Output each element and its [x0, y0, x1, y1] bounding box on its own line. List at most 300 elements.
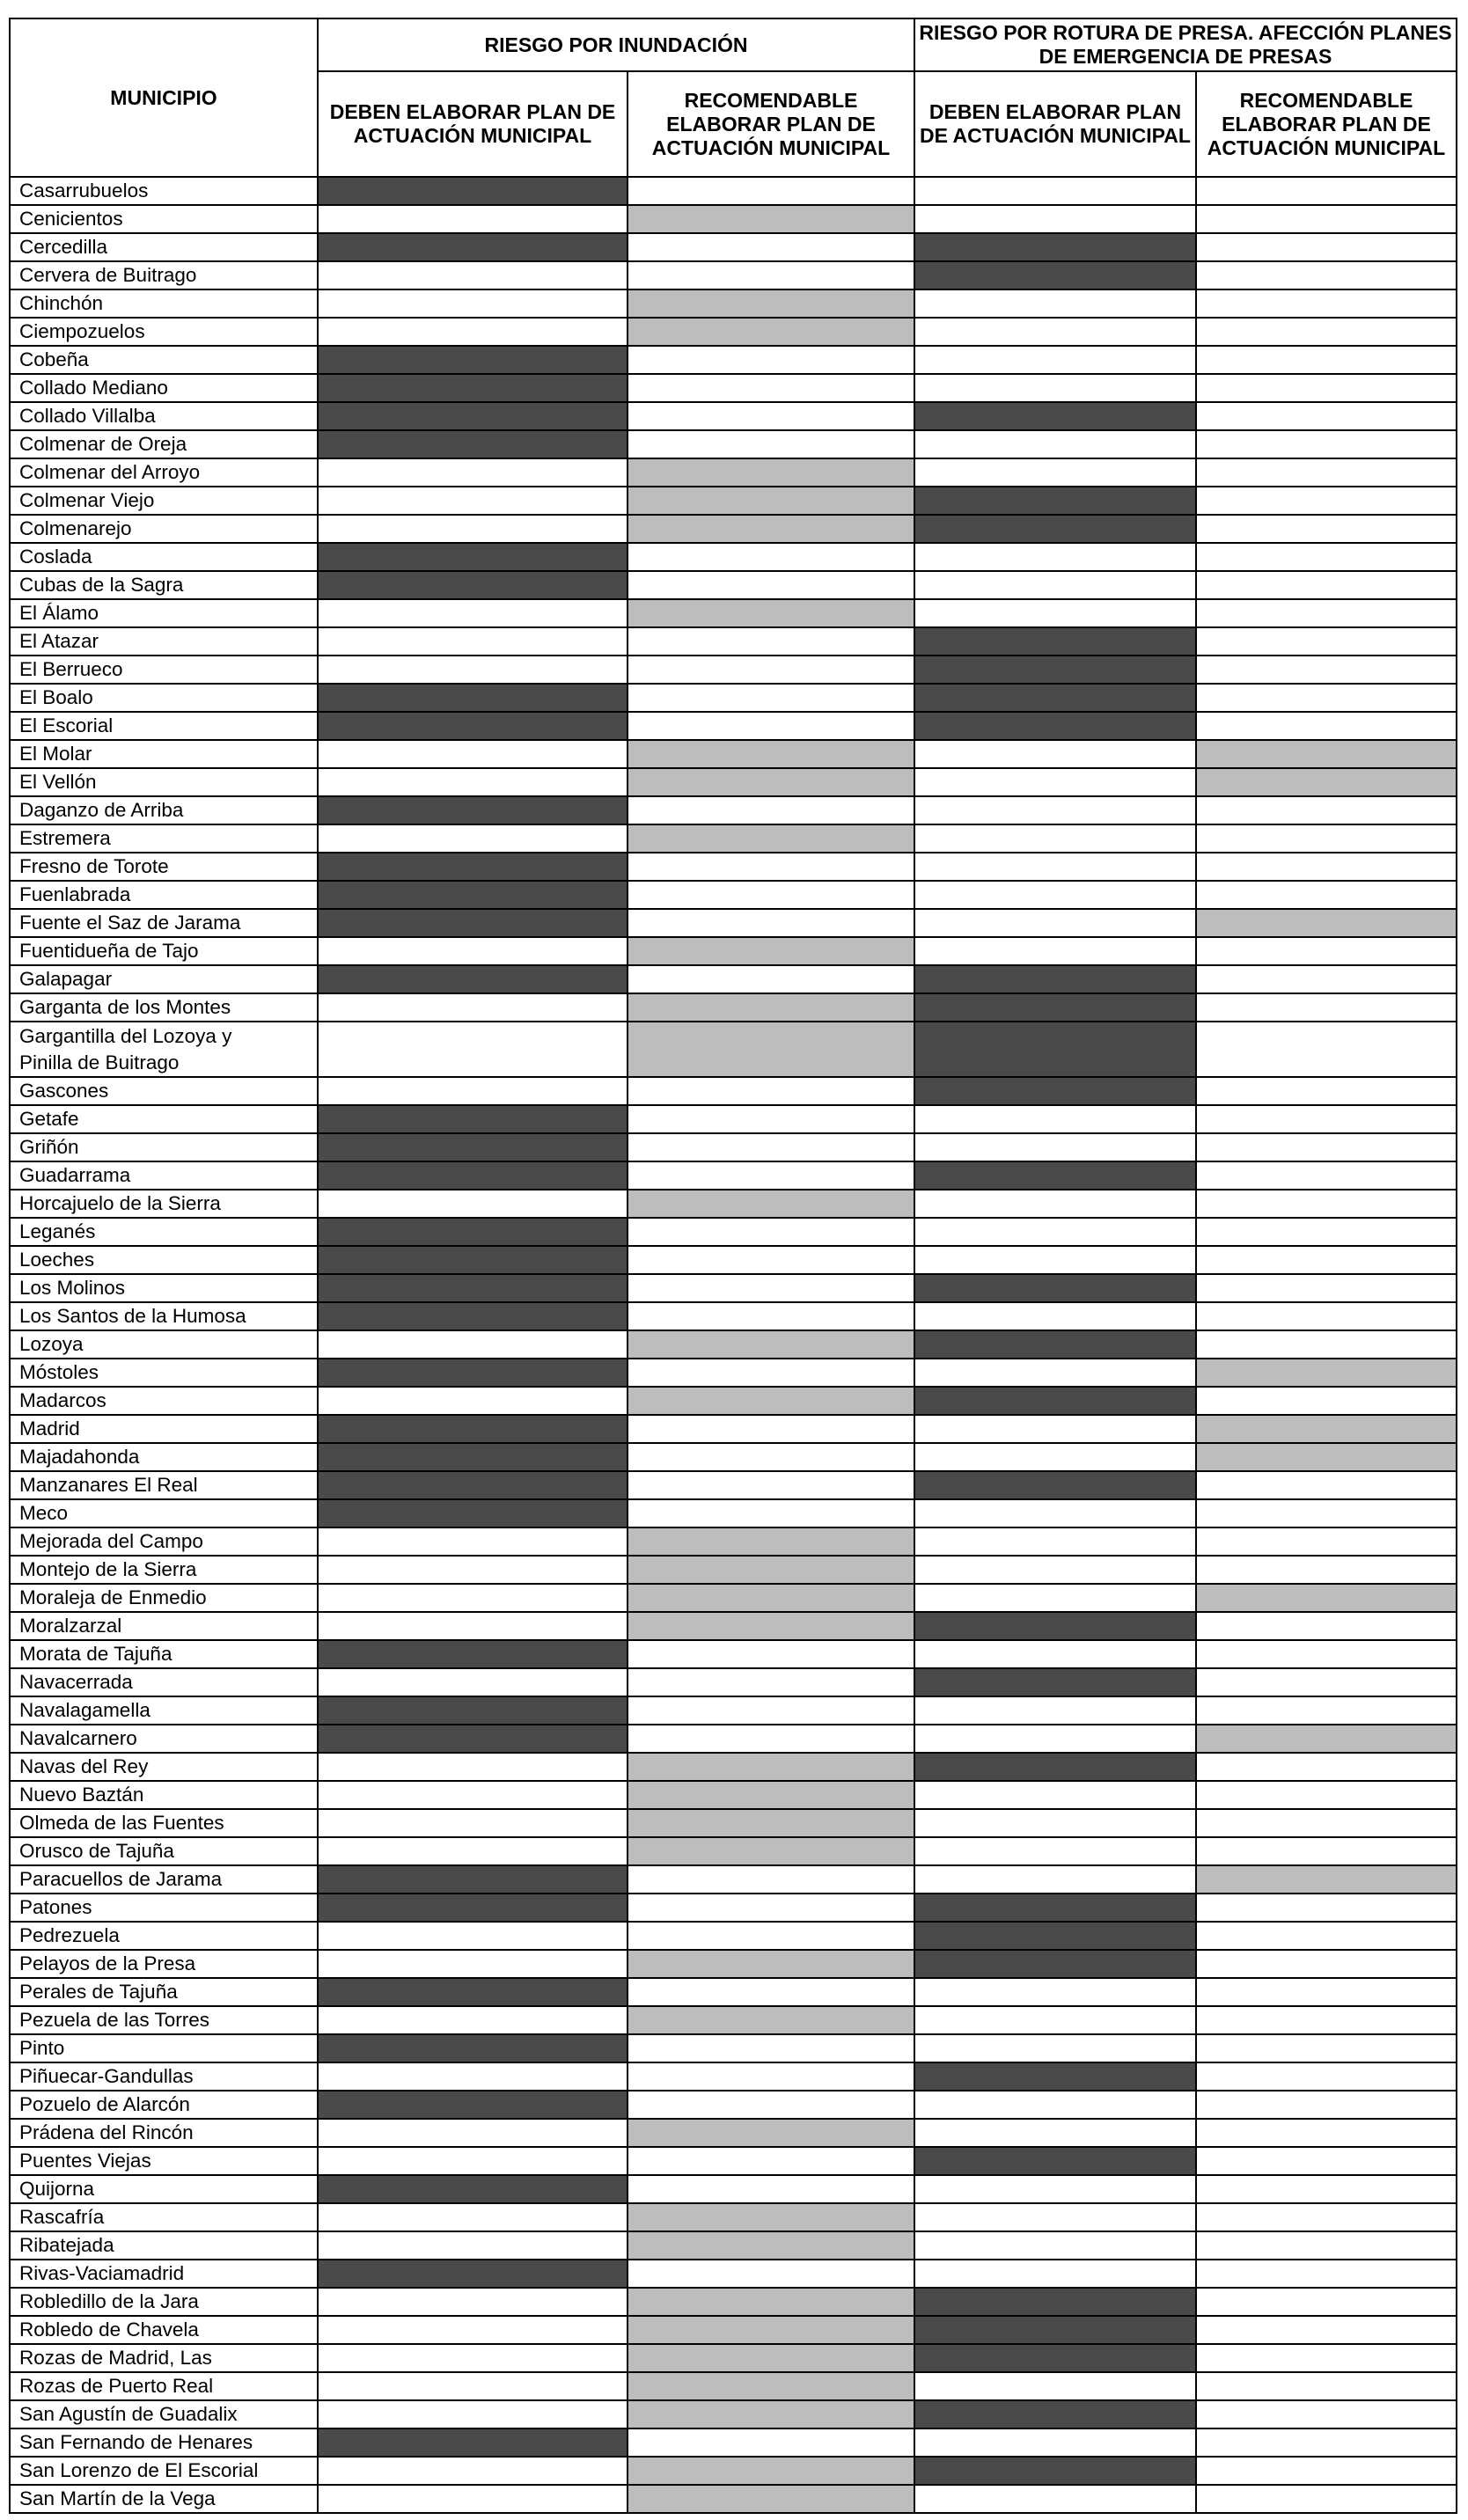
- flood-recommended-cell: [628, 1274, 914, 1302]
- flood-recommended-cell: [628, 2091, 914, 2119]
- flood-must-cell: [318, 768, 628, 796]
- flood-recommended-cell: [628, 1527, 914, 1556]
- flood-recommended-cell: [628, 1415, 914, 1443]
- flood-recommended-cell: [628, 1640, 914, 1668]
- dam-must-cell: [914, 1837, 1196, 1865]
- table-row: [10, 656, 1457, 684]
- flood-recommended-cell: [628, 487, 914, 515]
- table-row: [10, 1330, 1457, 1359]
- dam-recommended-cell: [1196, 402, 1457, 430]
- municipio-name: Cercedilla: [10, 233, 318, 261]
- municipio-name: Pozuelo de Alarcón: [10, 2091, 318, 2119]
- dam-must-cell: [914, 853, 1196, 881]
- municipio-name: Morata de Tajuña: [10, 1640, 318, 1668]
- dam-must-cell: [914, 571, 1196, 599]
- dam-must-cell: [914, 487, 1196, 515]
- table-row: [10, 2400, 1457, 2428]
- dam-must-cell: [914, 1640, 1196, 1668]
- flood-must-cell: [318, 2316, 628, 2344]
- municipio-name: Robledo de Chavela: [10, 2316, 318, 2344]
- header-group-dam: RIESGO POR ROTURA DE PRESA. AFECCIÓN PLANES DE EMERGENCIA DE PRESAS: [914, 18, 1457, 71]
- table-row: [10, 1978, 1457, 2006]
- dam-must-cell: [914, 712, 1196, 740]
- table-row: [10, 374, 1457, 402]
- dam-must-cell: [914, 2260, 1196, 2288]
- dam-recommended-cell: [1196, 1950, 1457, 1978]
- flood-must-cell: [318, 599, 628, 627]
- flood-recommended-cell: [628, 796, 914, 824]
- table-row: [10, 1022, 1457, 1077]
- municipio-name: Lozoya: [10, 1330, 318, 1359]
- flood-recommended-cell: [628, 1302, 914, 1330]
- dam-must-cell: [914, 1218, 1196, 1246]
- dam-must-cell: [914, 2428, 1196, 2457]
- flood-must-cell: [318, 1612, 628, 1640]
- flood-recommended-cell: [628, 627, 914, 656]
- flood-recommended-cell: [628, 1668, 914, 1696]
- dam-recommended-cell: [1196, 1246, 1457, 1274]
- flood-recommended-cell: [628, 937, 914, 965]
- municipio-name: Pezuela de las Torres: [10, 2006, 318, 2034]
- dam-must-cell: [914, 1330, 1196, 1359]
- table-row: [10, 2316, 1457, 2344]
- dam-recommended-cell: [1196, 881, 1457, 909]
- municipio-name: Rivas-Vaciamadrid: [10, 2260, 318, 2288]
- municipio-name: Madarcos: [10, 1387, 318, 1415]
- table-row: [10, 853, 1457, 881]
- table-row: [10, 1218, 1457, 1246]
- table-row: [10, 2062, 1457, 2091]
- flood-must-cell: [318, 2119, 628, 2147]
- header-dam-recommended: RECOMENDABLE ELABORAR PLAN DE ACTUACIÓN MUNICIPAL: [1196, 71, 1457, 177]
- municipio-name: Paracuellos de Jarama: [10, 1865, 318, 1894]
- flood-recommended-cell: [628, 2288, 914, 2316]
- table-row: [10, 289, 1457, 318]
- municipio-name: Garganta de los Montes: [10, 993, 318, 1022]
- dam-must-cell: [914, 1668, 1196, 1696]
- flood-must-cell: [318, 1022, 628, 1077]
- flood-must-cell: [318, 1105, 628, 1133]
- dam-recommended-cell: [1196, 2119, 1457, 2147]
- municipio-name: San Agustín de Guadalix: [10, 2400, 318, 2428]
- dam-must-cell: [914, 1443, 1196, 1471]
- municipio-name: El Boalo: [10, 684, 318, 712]
- flood-must-cell: [318, 1809, 628, 1837]
- dam-must-cell: [914, 1077, 1196, 1105]
- municipio-name: Coslada: [10, 543, 318, 571]
- dam-recommended-cell: [1196, 1387, 1457, 1415]
- flood-must-cell: [318, 1640, 628, 1668]
- dam-must-cell: [914, 1556, 1196, 1584]
- municipio-name: Rozas de Madrid, Las: [10, 2344, 318, 2372]
- flood-must-cell: [318, 1190, 628, 1218]
- flood-recommended-cell: [628, 656, 914, 684]
- dam-recommended-cell: [1196, 571, 1457, 599]
- table-row: [10, 318, 1457, 346]
- table-row: [10, 881, 1457, 909]
- flood-recommended-cell: [628, 233, 914, 261]
- dam-recommended-cell: [1196, 965, 1457, 993]
- flood-must-cell: [318, 571, 628, 599]
- flood-must-cell: [318, 1894, 628, 1922]
- flood-recommended-cell: [628, 430, 914, 458]
- dam-recommended-cell: [1196, 2428, 1457, 2457]
- table-row: [10, 1161, 1457, 1190]
- dam-recommended-cell: [1196, 2175, 1457, 2203]
- dam-must-cell: [914, 1471, 1196, 1499]
- dam-must-cell: [914, 2034, 1196, 2062]
- municipio-name: Fuenlabrada: [10, 881, 318, 909]
- table-row: [10, 1190, 1457, 1218]
- table-row: [10, 684, 1457, 712]
- dam-must-cell: [914, 599, 1196, 627]
- dam-recommended-cell: [1196, 627, 1457, 656]
- flood-must-cell: [318, 684, 628, 712]
- flood-must-cell: [318, 937, 628, 965]
- flood-must-cell: [318, 1161, 628, 1190]
- dam-recommended-cell: [1196, 458, 1457, 487]
- table-row: [10, 177, 1457, 205]
- table-row: [10, 1612, 1457, 1640]
- dam-recommended-cell: [1196, 2062, 1457, 2091]
- dam-must-cell: [914, 205, 1196, 233]
- flood-must-cell: [318, 458, 628, 487]
- municipio-name: Fuente el Saz de Jarama: [10, 909, 318, 937]
- table-row: [10, 2006, 1457, 2034]
- flood-must-cell: [318, 430, 628, 458]
- table-row: [10, 1922, 1457, 1950]
- dam-recommended-cell: [1196, 1612, 1457, 1640]
- flood-must-cell: [318, 1865, 628, 1894]
- dam-must-cell: [914, 1359, 1196, 1387]
- flood-must-cell: [318, 656, 628, 684]
- municipio-name: Casarrubuelos: [10, 177, 318, 205]
- municipio-name: Ciempozuelos: [10, 318, 318, 346]
- flood-must-cell: [318, 1415, 628, 1443]
- flood-recommended-cell: [628, 346, 914, 374]
- dam-must-cell: [914, 346, 1196, 374]
- flood-recommended-cell: [628, 1133, 914, 1161]
- flood-recommended-cell: [628, 2006, 914, 2034]
- flood-recommended-cell: [628, 2231, 914, 2260]
- table-row: [10, 2260, 1457, 2288]
- municipio-name: Moraleja de Enmedio: [10, 1584, 318, 1612]
- flood-must-cell: [318, 289, 628, 318]
- flood-recommended-cell: [628, 1471, 914, 1499]
- dam-recommended-cell: [1196, 233, 1457, 261]
- dam-recommended-cell: [1196, 1922, 1457, 1950]
- flood-must-cell: [318, 2006, 628, 2034]
- flood-must-cell: [318, 1781, 628, 1809]
- flood-recommended-cell: [628, 289, 914, 318]
- municipio-name: Patones: [10, 1894, 318, 1922]
- table-row: [10, 1077, 1457, 1105]
- dam-recommended-cell: [1196, 937, 1457, 965]
- dam-must-cell: [914, 515, 1196, 543]
- dam-recommended-cell: [1196, 1471, 1457, 1499]
- flood-must-cell: [318, 2034, 628, 2062]
- flood-recommended-cell: [628, 1612, 914, 1640]
- dam-must-cell: [914, 177, 1196, 205]
- table-row: [10, 1865, 1457, 1894]
- municipio-name: Rozas de Puerto Real: [10, 2372, 318, 2400]
- dam-must-cell: [914, 2231, 1196, 2260]
- municipio-name: San Lorenzo de El Escorial: [10, 2457, 318, 2485]
- dam-recommended-cell: [1196, 1696, 1457, 1725]
- flood-must-cell: [318, 796, 628, 824]
- flood-recommended-cell: [628, 2175, 914, 2203]
- flood-must-cell: [318, 515, 628, 543]
- flood-recommended-cell: [628, 2428, 914, 2457]
- dam-must-cell: [914, 627, 1196, 656]
- flood-must-cell: [318, 881, 628, 909]
- dam-recommended-cell: [1196, 2316, 1457, 2344]
- flood-must-cell: [318, 205, 628, 233]
- dam-must-cell: [914, 2344, 1196, 2372]
- flood-recommended-cell: [628, 261, 914, 289]
- dam-must-cell: [914, 261, 1196, 289]
- dam-recommended-cell: [1196, 374, 1457, 402]
- dam-recommended-cell: [1196, 1725, 1457, 1753]
- municipio-name: Guadarrama: [10, 1161, 318, 1190]
- flood-recommended-cell: [628, 1950, 914, 1978]
- dam-recommended-cell: [1196, 1640, 1457, 1668]
- flood-recommended-cell: [628, 1865, 914, 1894]
- municipio-name: Prádena del Rincón: [10, 2119, 318, 2147]
- dam-must-cell: [914, 1161, 1196, 1190]
- table-row: [10, 824, 1457, 853]
- dam-must-cell: [914, 2400, 1196, 2428]
- flood-must-cell: [318, 2428, 628, 2457]
- flood-must-cell: [318, 1725, 628, 1753]
- flood-recommended-cell: [628, 1022, 914, 1077]
- dam-must-cell: [914, 1922, 1196, 1950]
- table-row: [10, 2034, 1457, 2062]
- dam-recommended-cell: [1196, 768, 1457, 796]
- municipio-name: Olmeda de las Fuentes: [10, 1809, 318, 1837]
- flood-must-cell: [318, 712, 628, 740]
- dam-recommended-cell: [1196, 1527, 1457, 1556]
- table-row: [10, 2428, 1457, 2457]
- flood-must-cell: [318, 1302, 628, 1330]
- municipio-name: Collado Mediano: [10, 374, 318, 402]
- table-row: [10, 1274, 1457, 1302]
- municipio-name: Meco: [10, 1499, 318, 1527]
- dam-recommended-cell: [1196, 1894, 1457, 1922]
- flood-must-cell: [318, 740, 628, 768]
- municipio-name: Leganés: [10, 1218, 318, 1246]
- table-row: [10, 1640, 1457, 1668]
- municipio-name: Los Santos de la Humosa: [10, 1302, 318, 1330]
- flood-recommended-cell: [628, 599, 914, 627]
- flood-must-cell: [318, 1359, 628, 1387]
- dam-must-cell: [914, 1978, 1196, 2006]
- flood-must-cell: [318, 1471, 628, 1499]
- flood-recommended-cell: [628, 1105, 914, 1133]
- header-group-flood: RIESGO POR INUNDACIÓN: [318, 18, 914, 71]
- municipio-name: Cubas de la Sagra: [10, 571, 318, 599]
- municipio-name: Fuentidueña de Tajo: [10, 937, 318, 965]
- table-row: [10, 1584, 1457, 1612]
- dam-must-cell: [914, 1753, 1196, 1781]
- table-header: [10, 18, 1457, 177]
- flood-must-cell: [318, 1077, 628, 1105]
- flood-recommended-cell: [628, 1584, 914, 1612]
- flood-recommended-cell: [628, 1978, 914, 2006]
- flood-must-cell: [318, 1753, 628, 1781]
- flood-must-cell: [318, 2091, 628, 2119]
- municipio-name: Cenicientos: [10, 205, 318, 233]
- municipio-name: Piñuecar-Gandullas: [10, 2062, 318, 2091]
- flood-must-cell: [318, 2260, 628, 2288]
- table-row: [10, 487, 1457, 515]
- dam-recommended-cell: [1196, 2288, 1457, 2316]
- table-row: [10, 2231, 1457, 2260]
- flood-must-cell: [318, 233, 628, 261]
- dam-must-cell: [914, 740, 1196, 768]
- municipio-name: Getafe: [10, 1105, 318, 1133]
- dam-must-cell: [914, 2203, 1196, 2231]
- flood-recommended-cell: [628, 712, 914, 740]
- dam-must-cell: [914, 1246, 1196, 1274]
- flood-recommended-cell: [628, 881, 914, 909]
- flood-recommended-cell: [628, 2147, 914, 2175]
- flood-must-cell: [318, 1133, 628, 1161]
- dam-recommended-cell: [1196, 1556, 1457, 1584]
- municipio-name: Cobeña: [10, 346, 318, 374]
- flood-must-cell: [318, 1978, 628, 2006]
- flood-recommended-cell: [628, 853, 914, 881]
- dam-recommended-cell: [1196, 346, 1457, 374]
- dam-recommended-cell: [1196, 684, 1457, 712]
- dam-recommended-cell: [1196, 796, 1457, 824]
- dam-must-cell: [914, 1022, 1196, 1077]
- table-row: [10, 1471, 1457, 1499]
- flood-recommended-cell: [628, 1556, 914, 1584]
- municipio-name: Majadahonda: [10, 1443, 318, 1471]
- flood-must-cell: [318, 1950, 628, 1978]
- flood-recommended-cell: [628, 515, 914, 543]
- flood-must-cell: [318, 824, 628, 853]
- municipio-name: Ribatejada: [10, 2231, 318, 2260]
- table-row: [10, 1387, 1457, 1415]
- flood-recommended-cell: [628, 2203, 914, 2231]
- dam-must-cell: [914, 824, 1196, 853]
- dam-must-cell: [914, 1302, 1196, 1330]
- table-row: [10, 1668, 1457, 1696]
- flood-recommended-cell: [628, 768, 914, 796]
- flood-recommended-cell: [628, 1161, 914, 1190]
- flood-must-cell: [318, 261, 628, 289]
- municipio-name: El Berrueco: [10, 656, 318, 684]
- dam-must-cell: [914, 2288, 1196, 2316]
- dam-recommended-cell: [1196, 1415, 1457, 1443]
- flood-must-cell: [318, 2231, 628, 2260]
- dam-recommended-cell: [1196, 1302, 1457, 1330]
- dam-recommended-cell: [1196, 2457, 1457, 2485]
- table-row: [10, 2119, 1457, 2147]
- flood-recommended-cell: [628, 2119, 914, 2147]
- flood-recommended-cell: [628, 1190, 914, 1218]
- table-row: [10, 402, 1457, 430]
- municipio-name: Estremera: [10, 824, 318, 853]
- table-row: [10, 599, 1457, 627]
- flood-must-cell: [318, 1584, 628, 1612]
- dam-recommended-cell: [1196, 515, 1457, 543]
- table-row: [10, 1246, 1457, 1274]
- municipio-name: Colmenarejo: [10, 515, 318, 543]
- flood-recommended-cell: [628, 1922, 914, 1950]
- table-row: [10, 1443, 1457, 1471]
- dam-recommended-cell: [1196, 2400, 1457, 2428]
- flood-must-cell: [318, 487, 628, 515]
- flood-recommended-cell: [628, 1077, 914, 1105]
- municipio-name: Perales de Tajuña: [10, 1978, 318, 2006]
- table-row: [10, 768, 1457, 796]
- table-row: [10, 909, 1457, 937]
- dam-must-cell: [914, 318, 1196, 346]
- flood-must-cell: [318, 2457, 628, 2485]
- flood-must-cell: [318, 965, 628, 993]
- municipio-name: Móstoles: [10, 1359, 318, 1387]
- dam-recommended-cell: [1196, 712, 1457, 740]
- flood-must-cell: [318, 2203, 628, 2231]
- dam-must-cell: [914, 2062, 1196, 2091]
- table-row: [10, 1359, 1457, 1387]
- table-row: [10, 1133, 1457, 1161]
- dam-must-cell: [914, 1809, 1196, 1837]
- table-row: [10, 1696, 1457, 1725]
- dam-must-cell: [914, 1527, 1196, 1556]
- table-row: [10, 1415, 1457, 1443]
- table-row: [10, 740, 1457, 768]
- flood-recommended-cell: [628, 684, 914, 712]
- municipio-name: Pelayos de la Presa: [10, 1950, 318, 1978]
- flood-must-cell: [318, 1696, 628, 1725]
- dam-recommended-cell: [1196, 1105, 1457, 1133]
- municipio-name: Colmenar de Oreja: [10, 430, 318, 458]
- flood-recommended-cell: [628, 571, 914, 599]
- table-row: [10, 1725, 1457, 1753]
- flood-must-cell: [318, 909, 628, 937]
- flood-recommended-cell: [628, 2316, 914, 2344]
- flood-recommended-cell: [628, 2485, 914, 2513]
- flood-recommended-cell: [628, 1809, 914, 1837]
- flood-must-cell: [318, 2372, 628, 2400]
- dam-must-cell: [914, 1133, 1196, 1161]
- flood-must-cell: [318, 346, 628, 374]
- dam-recommended-cell: [1196, 1190, 1457, 1218]
- flood-recommended-cell: [628, 177, 914, 205]
- municipio-name: Manzanares El Real: [10, 1471, 318, 1499]
- flood-recommended-cell: [628, 740, 914, 768]
- dam-recommended-cell: [1196, 1781, 1457, 1809]
- municipio-name: [10, 1022, 318, 1077]
- dam-must-cell: [914, 1415, 1196, 1443]
- flood-must-cell: [318, 2344, 628, 2372]
- municipio-name-line: Pinilla de Buitrago: [19, 1051, 180, 1073]
- dam-must-cell: [914, 684, 1196, 712]
- table-row: [10, 1781, 1457, 1809]
- dam-must-cell: [914, 1612, 1196, 1640]
- flood-must-cell: [318, 1922, 628, 1950]
- flood-must-cell: [318, 1274, 628, 1302]
- dam-recommended-cell: [1196, 993, 1457, 1022]
- municipio-name: Colmenar Viejo: [10, 487, 318, 515]
- municipio-name: Puentes Viejas: [10, 2147, 318, 2175]
- table-row: [10, 543, 1457, 571]
- table-row: [10, 261, 1457, 289]
